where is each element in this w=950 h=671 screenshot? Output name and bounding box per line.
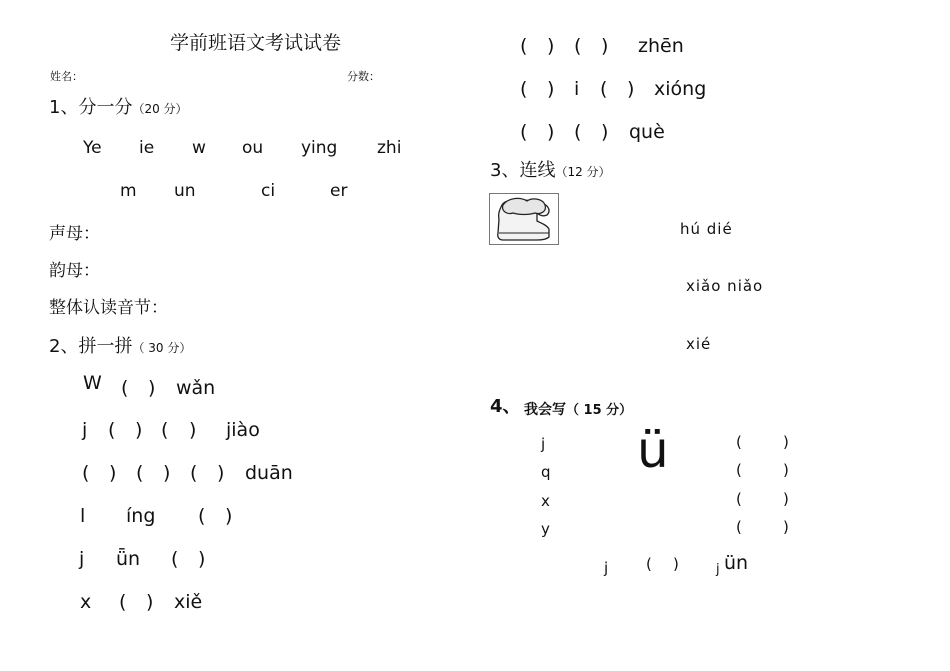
section-2-heading [49, 338, 191, 356]
section-4-number: 4、 [490, 396, 521, 417]
paren-open: ( [119, 591, 127, 613]
paren-open: ( [736, 461, 742, 479]
paren-open: ( [736, 518, 742, 536]
paren-open: ( [136, 462, 144, 484]
syllable: xióng [654, 78, 707, 100]
syllable: duān [245, 462, 293, 484]
paren-open: ( [574, 35, 582, 57]
section-2-points: （ 30 分） [132, 341, 192, 355]
pinyin-item: ou [242, 138, 264, 158]
paren-open: ( [190, 462, 198, 484]
section-1-points: （20 分） [132, 102, 188, 116]
paren-close: ) [783, 433, 789, 451]
example-j-small: j [716, 562, 720, 577]
yunmu-label: 韵母： [49, 261, 100, 281]
pinyin-item: m [120, 181, 137, 201]
letter: i [574, 78, 580, 100]
example-consonant: j [604, 559, 609, 577]
section-3-number: 3、 [490, 160, 520, 181]
section-3-points: （12 分） [555, 165, 611, 179]
syllable: wǎn [176, 377, 216, 399]
letter: l [80, 505, 86, 527]
paren-open: ( [520, 78, 528, 100]
shengmu-label: 声母： [49, 224, 100, 244]
section-3-heading [490, 162, 611, 180]
paren-open: ( [736, 433, 742, 451]
paren-open: ( [198, 505, 206, 527]
boot-icon [489, 193, 559, 245]
paren-open: ( [171, 548, 179, 570]
paren-close: ) [627, 78, 635, 100]
pinyin-item: ying [301, 138, 338, 158]
paren-close: ) [601, 121, 609, 143]
paren-close: ) [198, 548, 206, 570]
paren-close: ) [547, 121, 555, 143]
paren-close: ) [148, 377, 156, 399]
consonant: j [541, 435, 546, 453]
section-3-title: 连线 [519, 160, 556, 181]
section-1-title: 分一分 [78, 97, 133, 118]
section-4-points: （ 15 分） [566, 403, 633, 418]
final: ǖn [116, 548, 141, 570]
section-4-heading [524, 403, 632, 417]
final: íng [126, 505, 156, 527]
paren-close: ) [601, 35, 609, 57]
paren-close: ) [783, 518, 789, 536]
letter: j [82, 419, 88, 441]
name-label: 姓名： [50, 70, 83, 83]
paren-close: ) [547, 35, 555, 57]
section-2-title: 拼一拼 [78, 336, 133, 357]
letter: j [79, 548, 85, 570]
letter: x [80, 591, 92, 613]
paren-close: ) [217, 462, 225, 484]
paren-open: ( [108, 419, 116, 441]
pinyin-item: er [330, 181, 348, 201]
syllable: zhēn [638, 35, 684, 57]
paren-open: ( [520, 35, 528, 57]
consonant: x [541, 492, 550, 510]
example-result: ün [724, 552, 749, 574]
paren-open: ( [736, 490, 742, 508]
zhengti-label: 整体认读音节： [49, 298, 168, 318]
score-label: 分数： [347, 70, 380, 83]
example-paren-close: ) [673, 555, 679, 573]
paren-close: ) [109, 462, 117, 484]
paren-open: ( [600, 78, 608, 100]
syllable: jiào [226, 419, 260, 441]
paren-close: ) [225, 505, 233, 527]
pinyin-item: Ye [83, 138, 102, 158]
paren-close: ) [163, 462, 171, 484]
paren-close: ) [189, 419, 197, 441]
consonant: q [541, 463, 551, 481]
paren-open: ( [82, 462, 90, 484]
big-u-umlaut: ü [637, 421, 669, 479]
letter: W [83, 372, 102, 394]
example-paren-open: ( [646, 555, 652, 573]
word-shoe: xié [686, 335, 712, 353]
syllable: xiě [174, 591, 203, 613]
paren-close: ) [146, 591, 154, 613]
section-2-number: 2、 [49, 336, 79, 357]
section-1-number: 1、 [49, 97, 79, 118]
section-1-heading [49, 99, 188, 117]
paren-close: ) [783, 461, 789, 479]
section-4-title: 我会写 [524, 402, 566, 418]
paren-open: ( [121, 377, 129, 399]
word-bird: xiǎo niǎo [686, 277, 764, 295]
page-title: 学前班语文考试试卷 [170, 32, 342, 54]
word-butterfly: hú dié [680, 220, 733, 238]
consonant: y [541, 520, 550, 538]
paren-open: ( [161, 419, 169, 441]
pinyin-item: ci [261, 181, 276, 201]
pinyin-item: w [192, 138, 206, 158]
pinyin-item: zhi [377, 138, 402, 158]
paren-close: ) [547, 78, 555, 100]
paren-close: ) [135, 419, 143, 441]
syllable: què [629, 121, 665, 143]
paren-close: ) [783, 490, 789, 508]
pinyin-item: ie [139, 138, 155, 158]
paren-open: ( [520, 121, 528, 143]
pinyin-item: un [174, 181, 196, 201]
paren-open: ( [574, 121, 582, 143]
